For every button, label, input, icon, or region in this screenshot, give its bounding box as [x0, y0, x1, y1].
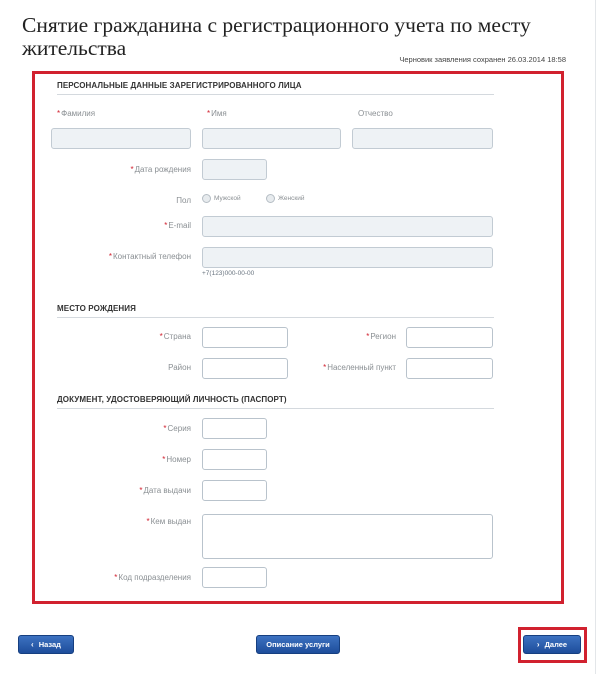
- back-button-label: Назад: [38, 640, 61, 649]
- service-description-label: Описание услуги: [266, 640, 330, 649]
- gender-male-radio[interactable]: [202, 194, 211, 203]
- locality-input[interactable]: [406, 358, 493, 379]
- phone-format-hint: +7(123)000-00-00: [202, 270, 255, 277]
- country-label: *Страна: [159, 332, 191, 341]
- gender-male-label: Мужской: [214, 195, 241, 202]
- section-personal-heading: ПЕРСОНАЛЬНЫЕ ДАННЫЕ ЗАРЕГИСТРИРОВАННОГО ЛИЦА: [57, 81, 302, 90]
- gender-female-option[interactable]: [266, 194, 304, 203]
- chevron-left-icon: ‹: [31, 639, 34, 649]
- gender-female-label: Женский: [278, 195, 305, 202]
- series-input[interactable]: [202, 418, 267, 439]
- issued-by-textarea[interactable]: [202, 514, 493, 559]
- birth-date-input[interactable]: [202, 159, 267, 180]
- birth-date-label: *Дата рождения: [130, 165, 191, 174]
- back-button[interactable]: [18, 635, 74, 654]
- gender-male-option[interactable]: [202, 194, 241, 203]
- chevron-right-icon: ›: [536, 639, 540, 649]
- section-divider: [57, 94, 494, 95]
- series-label: *Серия: [163, 424, 191, 433]
- unit-code-label: *Код подразделения: [114, 573, 191, 582]
- first-name-label: *Имя: [207, 109, 227, 118]
- service-description-button[interactable]: [256, 635, 340, 654]
- section-divider: [57, 408, 494, 409]
- next-button[interactable]: [523, 635, 581, 654]
- number-label: *Номер: [162, 455, 191, 464]
- phone-input[interactable]: [202, 247, 493, 268]
- email-input[interactable]: [202, 216, 493, 237]
- unit-code-input[interactable]: [202, 567, 267, 588]
- district-label: Район: [168, 363, 191, 372]
- page-title: Снятие гражданина с регистрационного учета по месту жительства: [22, 13, 531, 60]
- first-name-input[interactable]: [202, 128, 341, 149]
- locality-label: *Населенный пункт: [323, 363, 396, 372]
- patronymic-label: Отчество: [358, 109, 393, 118]
- draft-saved-status: Черновик заявления сохранен 26.03.2014 18:58: [399, 55, 566, 64]
- email-label: *E-mail: [164, 221, 191, 230]
- gender-label: Пол: [176, 196, 191, 205]
- issued-by-label: *Кем выдан: [146, 517, 191, 526]
- next-button-label: Далее: [544, 640, 568, 649]
- section-document-heading: ДОКУМЕНТ, УДОСТОВЕРЯЮЩИЙ ЛИЧНОСТЬ (ПАСПОРТ): [57, 395, 287, 404]
- patronymic-input[interactable]: [352, 128, 493, 149]
- region-label: *Регион: [366, 332, 396, 341]
- last-name-input[interactable]: [51, 128, 191, 149]
- region-input[interactable]: [406, 327, 493, 348]
- district-input[interactable]: [202, 358, 288, 379]
- country-input[interactable]: [202, 327, 288, 348]
- phone-label: *Контактный телефон: [108, 252, 191, 261]
- page-right-edge: [595, 0, 596, 674]
- number-input[interactable]: [202, 449, 267, 470]
- last-name-label: *Фамилия: [57, 109, 96, 118]
- issue-date-label: *Дата выдачи: [139, 486, 191, 495]
- issue-date-input[interactable]: [202, 480, 267, 501]
- section-birthplace-heading: МЕСТО РОЖДЕНИЯ: [57, 304, 137, 313]
- section-divider: [57, 317, 494, 318]
- gender-female-radio[interactable]: [266, 194, 275, 203]
